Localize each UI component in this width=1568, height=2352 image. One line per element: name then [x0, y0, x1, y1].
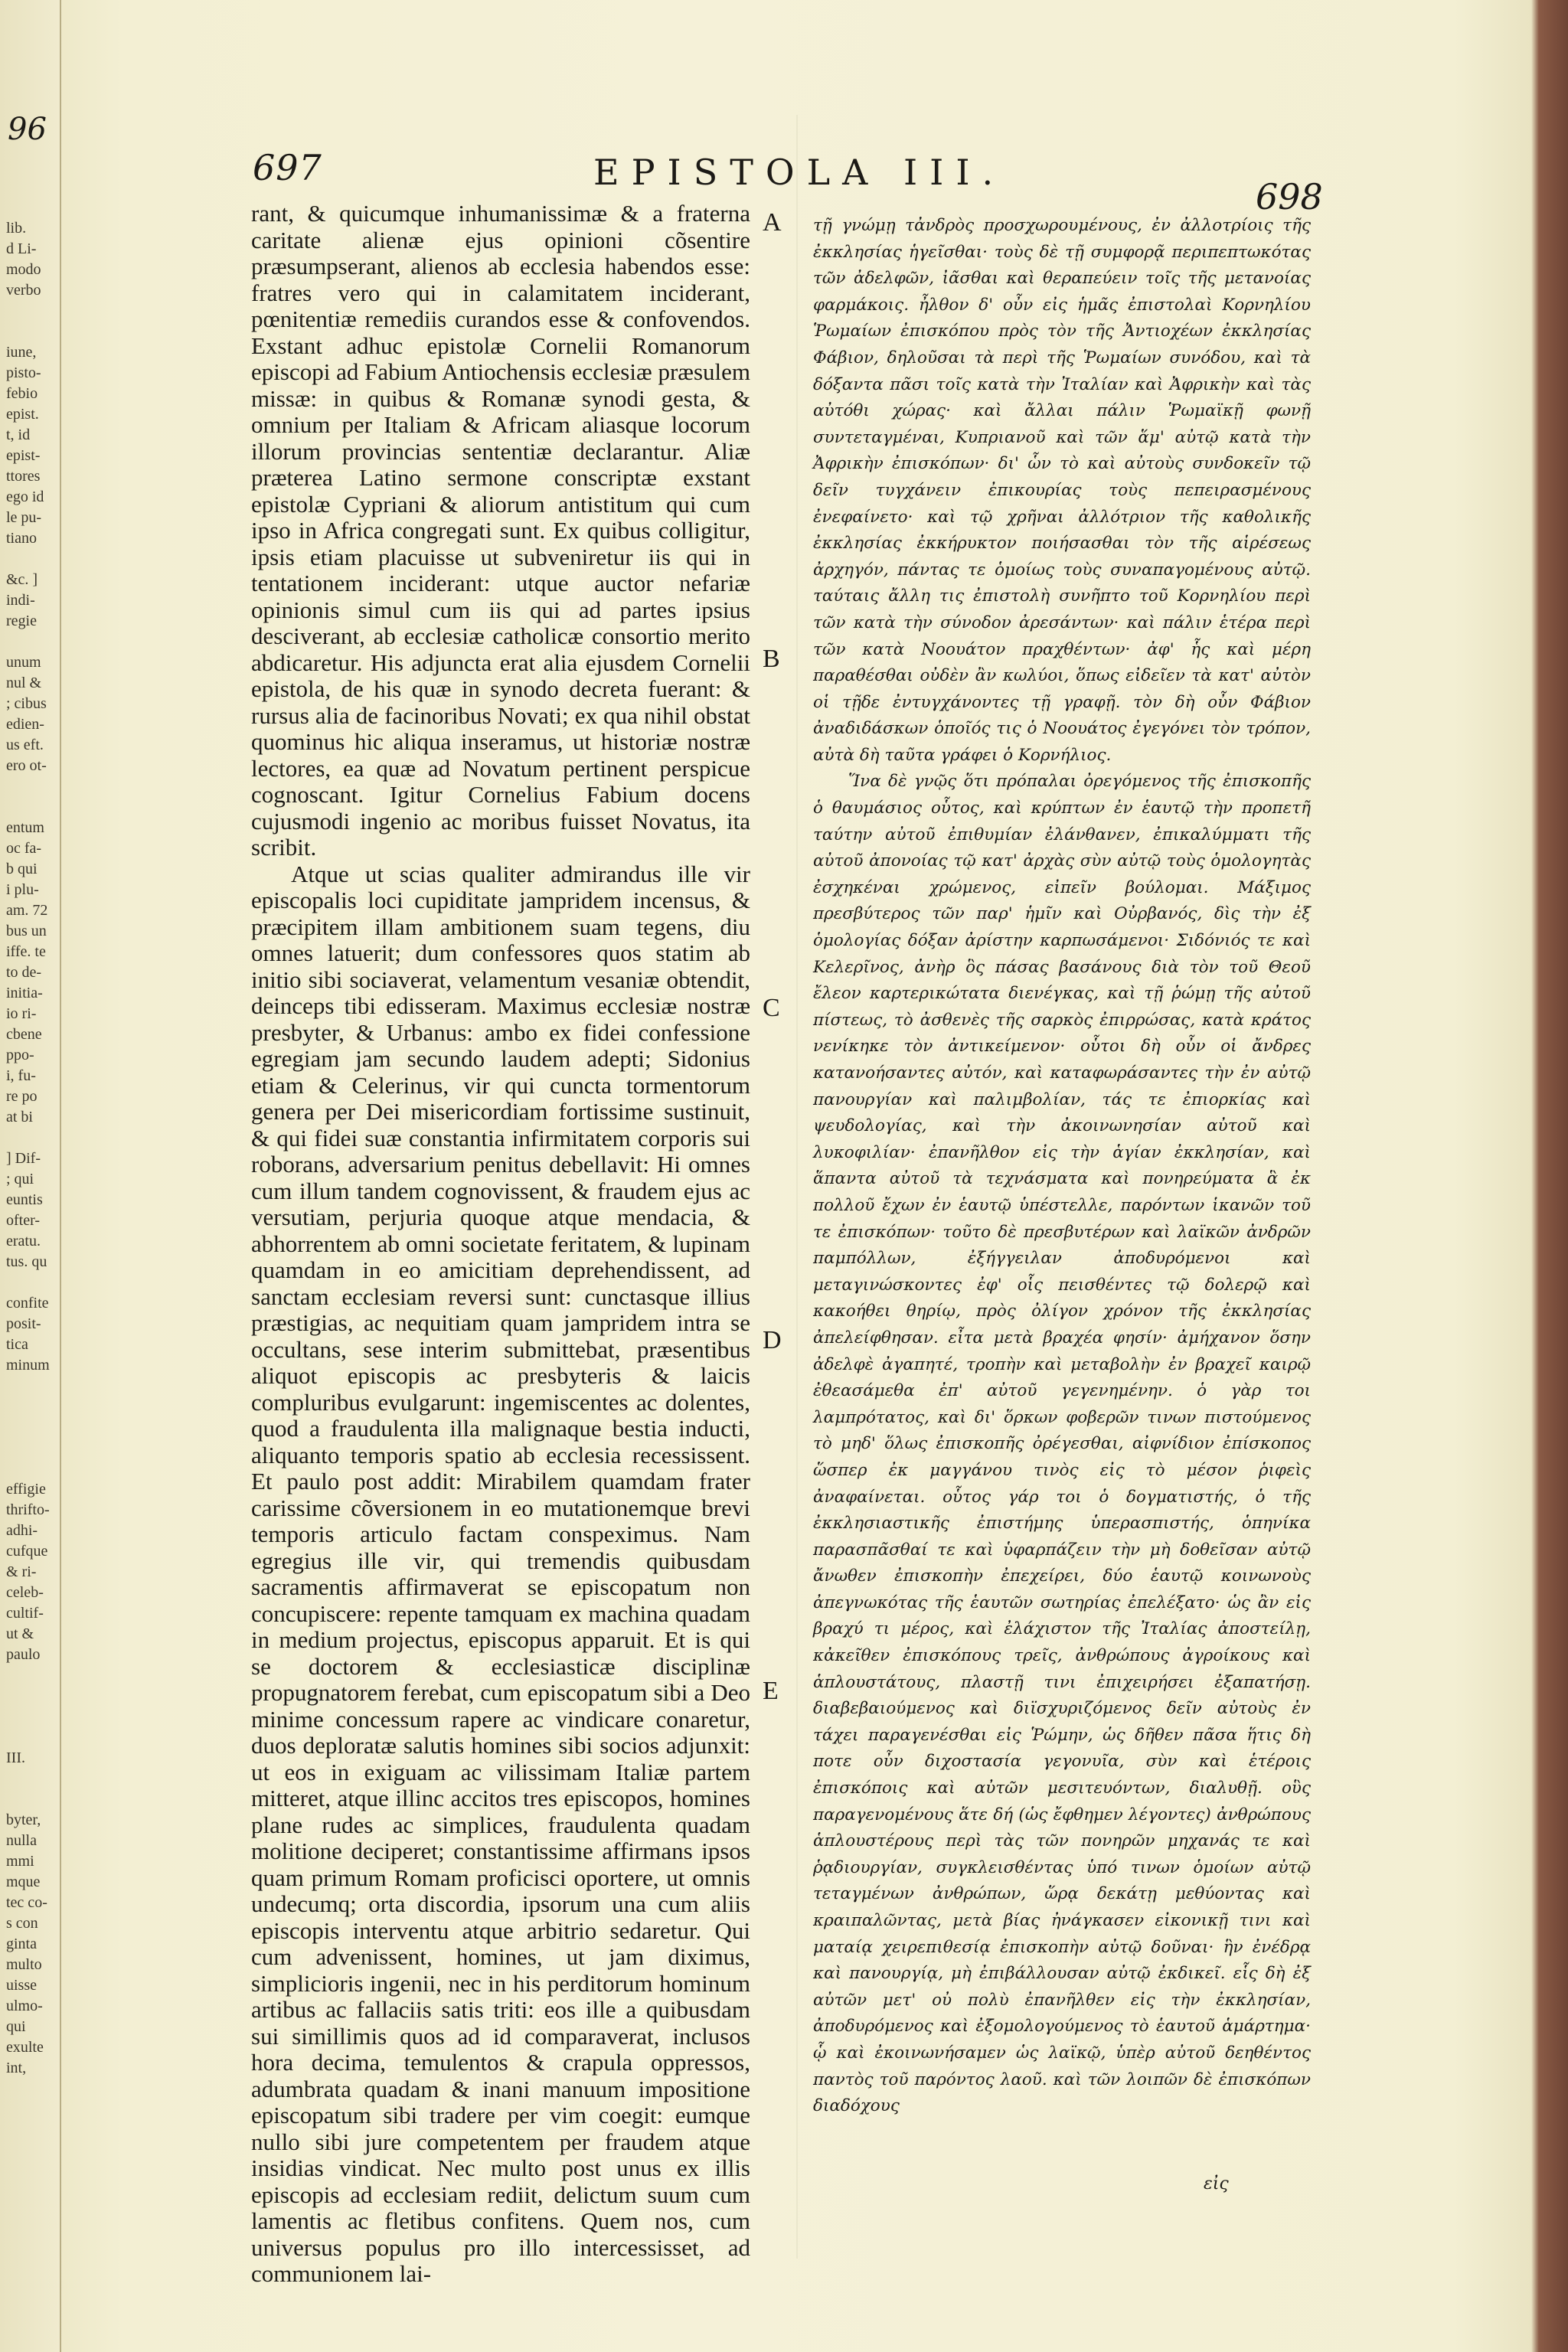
edge-fragment: qui: [6, 2018, 26, 2035]
edge-fragment: lib.: [6, 220, 27, 237]
edge-fragment: eratu.: [6, 1233, 41, 1250]
margin-letter-a: A: [763, 208, 782, 237]
edge-fragment: [6, 1396, 50, 1417]
edge-fragment: minum: [6, 1357, 50, 1374]
edge-fragment: [6, 1789, 50, 1810]
left-page-number: 96: [8, 112, 47, 147]
catchword: εἰς: [1204, 2174, 1229, 2194]
edge-fragment: [6, 1459, 50, 1479]
edge-fragment: unum: [6, 654, 41, 671]
edge-fragment: indi-: [6, 592, 35, 609]
page-number-right: 698: [1256, 176, 1323, 217]
edge-fragment: tus. qu: [6, 1253, 47, 1270]
edge-fragment: confite: [6, 1295, 49, 1312]
edge-fragment: oc fa-: [6, 840, 42, 857]
edge-fragment: entum: [6, 819, 44, 836]
edge-fragment: cufque: [6, 1543, 48, 1560]
edge-fragment: ut &: [6, 1625, 34, 1642]
edge-fragment: initia-: [6, 985, 43, 1001]
edge-fragment: t, id: [6, 426, 31, 443]
edge-fragment: nul &: [6, 675, 42, 691]
edge-fragment: [6, 177, 50, 198]
edge-fragment: ero ot-: [6, 757, 47, 774]
edge-fragment: s con: [6, 1915, 38, 1932]
edge-fragment: [6, 1686, 50, 1707]
edge-fragment: to de-: [6, 964, 42, 981]
edge-fragment: iune,: [6, 344, 37, 361]
page-number-left: 697: [253, 147, 322, 188]
left-page-edge: [0, 0, 61, 2352]
edge-fragment: tica: [6, 1336, 28, 1353]
edge-fragment: III.: [6, 1749, 25, 1766]
edge-fragment: ppo-: [6, 1047, 34, 1063]
edge-fragment: &c. ]: [6, 571, 38, 588]
edge-fragment: regie: [6, 612, 37, 629]
edge-fragment: adhi-: [6, 1522, 38, 1539]
edge-fragment: febio: [6, 385, 38, 402]
edge-fragment: & ri-: [6, 1563, 37, 1580]
edge-fragment: bus un: [6, 923, 47, 939]
edge-fragment: [6, 198, 50, 218]
edge-fragment: [6, 549, 50, 570]
edge-fragment: at bi: [6, 1109, 33, 1125]
edge-fragment: [6, 301, 50, 322]
edge-fragment: mmi: [6, 1853, 34, 1870]
edge-fragment: tiano: [6, 530, 37, 547]
edge-fragment: [6, 1272, 50, 1293]
margin-letter-c: C: [763, 994, 780, 1022]
edge-fragment: multo: [6, 1956, 42, 1973]
edge-fragment: [6, 115, 50, 136]
edge-fragment: [6, 797, 50, 818]
edge-fragment: i plu-: [6, 881, 39, 898]
edge-fragment: io ri-: [6, 1005, 37, 1022]
edge-fragment: b qui: [6, 861, 38, 877]
margin-letter-e: E: [763, 1677, 779, 1705]
edge-fragment: verbo: [6, 282, 41, 299]
edge-fragment: le pu-: [6, 509, 42, 526]
edge-fragment: int,: [6, 2060, 27, 2076]
edge-fragment: [6, 322, 50, 342]
edge-fragment: ttores: [6, 468, 41, 485]
left-page-edge-text: [6, 115, 50, 2079]
edge-fragment: epist.: [6, 406, 39, 423]
edge-fragment: [6, 1727, 50, 1748]
latin-column: [251, 201, 750, 2288]
edge-fragment: exulte: [6, 2039, 44, 2056]
edge-fragment: [6, 1707, 50, 1727]
edge-fragment: [6, 1417, 50, 1438]
edge-fragment: [6, 156, 50, 177]
edge-fragment: ] Dif-: [6, 1150, 41, 1167]
margin-letter-d: D: [763, 1326, 782, 1354]
edge-fragment: epist-: [6, 447, 41, 464]
edge-fragment: [6, 776, 50, 797]
edge-fragment: nulla: [6, 1832, 37, 1849]
edge-fragment: thrifto-: [6, 1501, 50, 1518]
edge-fragment: cbene: [6, 1026, 42, 1043]
edge-fragment: [6, 1665, 50, 1686]
edge-fragment: us eft.: [6, 737, 44, 753]
edge-fragment: [6, 136, 50, 156]
edge-fragment: am. 72: [6, 902, 48, 919]
edge-fragment: [6, 1128, 50, 1148]
edge-fragment: d Li-: [6, 240, 37, 257]
edge-fragment: i, fu-: [6, 1067, 36, 1084]
edge-fragment: ofter-: [6, 1212, 41, 1229]
edge-fragment: celeb-: [6, 1584, 44, 1601]
greek-paragraph-2: Ἵνα δὲ γνῷς ὅτι πρόπαλαι ὀρεγόμενος τῆς ἐπισκοπῆς ὁ θαυμάσιος οὗτος, καὶ κρύπτων ἐν ἑαυτῷ τὴν προπετῆ ταύτην αὐτοῦ ἐπιθυμίαν ἐλάνθανεν, ἐπικαλύμματι τῆς αὐτοῦ ἀπονοίας τῷ κατ' ἀρχὰς σὺν αὐτῷ τοὺς ὁμολογητὰς ἐσχηκέναι χρώμενος, εἰπεῖν βούλομαι. Μάξιμος πρεσβύτερος τῶν παρ' ἡμῖν καὶ Οὐρβανός, δὶς τὴν ἐξ ὁμολογίας δόξαν ἀρίστην καρπωσάμενοι· Σιδόνιός τε καὶ Κελερῖνος, ἀνὴρ ὃς πάσας βασάνους διὰ τὸν τοῦ Θεοῦ ἔλεον καρτερικώτατα διενέγκας, καὶ τῇ ῥώμῃ τῆς αὐτοῦ πίστεως, τὸ ἀσθενὲς τῆς σαρκὸς ἐπιρρώσας, κατὰ κράτος νενίκηκε τὸν ἀντικείμενον· οὗτοι δὴ οὖν οἱ ἄνδρες κατανοήσαντες αὐτόν, καὶ καταφωράσαντες τὴν ἐν αὐτῷ πανουργίαν καὶ παλιμβολίαν, τάς τε ἐπιορκίας καὶ ψευδολογίας, καὶ τὴν ἀκοινωνησίαν αὐτοῦ καὶ λυκοφιλίαν· ἐπανῆλθον εἰς τὴν ἁγίαν ἐκκλησίαν, καὶ ἅπαντα αὐτοῦ τὰ τεχνάσματα καὶ πονηρεύματα ἃ ἐκ πολλοῦ ἔχων ἐν ἑαυτῷ ὑπέστελλε, παρόντων ἱκανῶν τοῦ τε ἐπισκόπων· τοῦτο δὲ πρεσβυτέρων καὶ λαϊκῶν ἀνδρῶν παμπόλλων, ἐξήγγειλαν ἀποδυρόμενοι καὶ μεταγινώσκοντες ἐφ' οἷς πεισθέντες τῷ δολερῷ καὶ κακοήθει θηρίῳ, πρὸς ὀλίγον χρόνον τῆς ἐκκλησίας ἀπελείφθησαν. εἶτα μετὰ βραχέα φησίν· ἀμήχανον ὅσην ἀδελφὲ ἀγαπητέ, τροπὴν καὶ μεταβολὴν ἐν βραχεῖ καιρῷ ἐθεασάμεθα ἐπ' αὐτοῦ γεγενημένην. ὁ γὰρ τοι λαμπρότατος, καὶ δι' ὅρκων φοβερῶν τινων πιστούμενος τὸ μηδ' ὅλως ἐπισκοπῆς ὀρέγεσθαι, αἰφνίδιον ἐπίσκοπος ὥσπερ ἐκ μαγγάνου τινὸς εἰς τὸ μέσον ῥιφεὶς ἀναφαίνεται. οὗτος γάρ τοι ὁ δογματιστής, ὁ τῆς ἐκκλησιαστικῆς ἐπιστήμης ὑπερασπιστής, ὁπηνίκα παρασπᾶσθαί τε καὶ ὑφαρπάζειν τὴν μὴ δοθεῖσαν αὐτῷ ἄνωθεν ἐπισκοπὴν ἐπεχείρει, δύο ἑαυτῷ κοινωνοὺς ἀπεγνωκότας τῆς ἑαυτῶν σωτηρίας ἐπελέξατο· ὡς ἂν εἰς βραχύ τι μέρος, καὶ ἐλάχιστον τῆς Ἰταλίας ἀποστείλῃ, κἀκεῖθεν ἐπισκόπους τρεῖς, ἀνθρώπους ἀγροίκους καὶ ἁπλουστάτους, πλαστῇ τινι ἐπιχειρήσει ἐξαπατήσῃ. διαβεβαιούμενος καὶ διϊσχυριζόμενος δεῖν αὐτοὺς ἐν τάχει παραγενέσθαι εἰς Ῥώμην, ὡς δῆθεν πᾶσα ἥτις δὴ ποτε οὖν διχοστασία γεγονυῖα, σὺν καὶ ἑτέροις ἐπισκόποις καὶ αὐτῶν μεσιτευόντων, διαλυθῇ. οὓς παραγενομένους ἅτε δή (ὡς ἔφθημεν λέγοντες) ἀνθρώπους ἁπλουστέρους περὶ τὰς τῶν πονηρῶν μηχανάς τε καὶ ῥᾳδιουργίαν, συγκλεισθέντας ὑπό τινων ὁμοίων αὐτῷ τεταγμένων ἀνθρώπων, ὥρᾳ δεκάτῃ μεθύοντας καὶ κραιπαλῶντας, μετὰ βίας ἠνάγκασεν εἰκονικῇ τινι καὶ ματαίᾳ χειρεπιθεσίᾳ ἐπισκοπὴν αὐτῷ δοῦναι· ἣν ἐνέδρᾳ καὶ πανουργίᾳ, μὴ ἐπιβάλλουσαν αὐτῷ ἐκδικεῖ. εἷς δὴ ἐξ αὐτῶν μετ' οὐ πολὺ ἐπανῆλθεν εἰς τὴν ἐκκλησίαν, ἀποδυρόμενος καὶ ἐξομολογούμενος τὸ ἑαυτοῦ ἁμάρτημα· ᾧ καὶ ἐκοινωνήσαμεν ὡς λαϊκῷ, ὑπὲρ αὐτοῦ δεηθέντος παντὸς τοῦ παρόντος λαοῦ. καὶ τῶν λοιπῶν δὲ ἐπισκόπων διαδόχους: [813, 772, 1311, 2116]
edge-fragment: [6, 632, 50, 652]
greek-paragraph-1: τῇ γνώμῃ τἀνδρὸς προσχωρουμένους, ἐν ἀλλοτρίοις τῆς ἐκκλησίας ἡγεῖσθαι· τοὺς δὲ τῇ συμφορᾷ περιπεπτωκότας τῶν ἀδελφῶν, ἰᾶσθαι καὶ θεραπεύειν τοῖς τῆς μετανοίας φαρμάκοις. ἦλθον δ' οὖν εἰς ἡμᾶς ἐπιστολαὶ Κορνηλίου Ῥωμαίων ἐπισκόπου πρὸς τὸν τῆς Ἀντιοχέων ἐκκλησίας Φάβιον, δηλοῦσαι τὰ περὶ τῆς Ῥωμαίων συνόδου, καὶ τὰ δόξαντα πᾶσι τοῖς κατὰ τὴν Ἰταλίαν καὶ Ἀφρικὴν καὶ τὰς αὐτόθι χώρας· καὶ ἄλλαι πάλιν Ῥωμαϊκῇ φωνῇ συντεταγμέναι, Κυπριανοῦ καὶ τῶν ἅμ' αὐτῷ κατὰ τὴν Ἀφρικὴν ἐπισκόπων· δι' ὧν τὸ καὶ αὐτοὺς συνδοκεῖν τῷ δεῖν τυγχάνειν ἐπικουρίας τοὺς πεπειρασμένους ἐνεφαίνετο· καὶ τῷ χρῆναι ἀλλότριον τῆς καθολικῆς ἐκκλησίας ἐκκήρυκτον ποιήσασθαι τὸν τῆς αἱρέσεως ἀρχηγόν, πάντας τε ὁμοίως τοὺς συναπαγομένους αὐτῷ. ταύταις ἄλλη τις ἐπιστολὴ συνῆπτο τοῦ Κορνηλίου περὶ τῶν κατὰ τὴν σύνοδον ἀρεσάντων· καὶ πάλιν ἑτέρα περὶ τῶν κατὰ Νοουάτον πραχθέντων· ἀφ' ἧς καὶ μέρη παραθέσθαι οὐδὲν ἂν κωλύοι, ὅπως εἰδεῖεν τὰ κατ' αὐτὸν οἱ τῇδε ἐντυγχάνοντες τῇ γραφῇ. τὸν δὴ οὖν Φάβιον ἀναδιδάσκων ὁποῖός τις ὁ Νοουάτος ἐγεγόνει τὸν τρόπον, αὐτὰ δὴ ταῦτα γράφει ὁ Κορνήλιος.: [813, 216, 1311, 765]
edge-fragment: pisto-: [6, 364, 41, 381]
edge-fragment: euntis: [6, 1191, 43, 1208]
edge-fragment: cultif-: [6, 1605, 44, 1622]
edge-fragment: [6, 1438, 50, 1459]
edge-fragment: re po: [6, 1088, 38, 1105]
greek-column: [813, 213, 1311, 2120]
latin-paragraph-2: Atque ut scias qualiter admirandus ille vir episcopalis loci cupiditate jampridem incensus, & præcipitem illam ambitionem suam tegens, diu omnes latuerit; dum confessores quos statim ab initio sibi sociaverat, velamentum vesaniæ obtendit, deinceps tibi edisseram. Maximus ecclesiæ nostræ presbyter, & Urbanus: ambo ex fidei confessione egregiam jam secundo laudem adepti; Sidonius etiam & Celerinus, vir qui cuncta tormentorum genera per Dei misericordiam fortissime sustinuit, & qui fidei suæ constantia infirmitatem corporis sui roborans, adversarium penitus debellavit: Hi omnes cum illum tandem cognovissent, & fraudem ejus ac versutiam, perjuria quoque atque mendacia, & abhorrentem ab omni societate feritatem, & lupinam quamdam in eo amicitiam deprehendissent, ad sanctam ecclesiam reversi sunt: cunctasque illius præstigias, ac nequitiam quam jampridem intra se occultans, sese interim submittebat, præsentibus aliquot episcopis ac presbyteris & laicis compluribus evulgarunt: ingemiscentes ac dolentes, quod a fraudulenta illa malignaque bestia inducti, aliquanto temporis spatio ab ecclesia recessissent. Et paulo post addit: Mirabilem quamdam frater carissime cõversionem in eo mutationemque brevi temporis articulo factam conspeximus. Nam egregius ille vir, qui tremendis quibusdam sacramentis affirmaverat se episcopatum non concupiscere: repente tamquam ex machina quadam in medium projectus, episcopus apparuit. Et is qui se doctorem & ecclesiasticæ disciplinæ propugnatorem ferebat, cum episcopatum sibi a Deo minime concessum rapere ac vindicare conaretur, duos deploratæ salutis homines sibi socios adjunxit: ut eos in exiguam ac vilissimam Italiæ partem mitteret, atque illinc accitos tres episcopos, homines plane rudes ac simplices, fraudulenta quadam molitione deciperet; constantissime affirmans ipsos quam primum Romam proficisci oportere, ut omnis undecumq; orta discordia, ipsorum una cum aliis episcopis interventu atque arbitrio sedaretur. Qui cum advenissent, homines, ut jam diximus, simplicioris ingenii, nec in his perditorum hominum artibus ac fallaciis satis triti: eos ille a quibusdam sui simillimis quos ad id comparaverat, inclusos hora decima, temulentos & crapula oppressos, adumbrata quadam & inani manuum impositione episcopatum sibi tradere per vim coegit: eumque nullo sibi jure competentem per fraudem atque insidias vindicat. Nec multo post unus ex illis episcopis ad ecclesiam rediit, delictum suum cum lamentis ac fletibus confitens. Quem nos, cum universus populus pro illo intercessisset, ad communionem lai-: [251, 860, 750, 2287]
edge-fragment: uisse: [6, 1977, 37, 1994]
edge-fragment: ; cibus: [6, 695, 47, 712]
edge-fragment: modo: [6, 261, 41, 278]
latin-paragraph-1: rant, & quicumque inhumanissimæ & a fraterna caritate alienæ ejus opinioni cõsentire præsumpserant, alienos ab ecclesia habendos esse: fratres vero qui in calamitatem inciderant, pœnitentiæ remediis curandos esse & confovendos. Exstant adhuc epistolæ Cornelii Romanorum episcopi ad Fabium Antiochensis ecclesiæ præsulem missæ: in quibus & Romanæ synodi gesta, & omnium per Italiam & Africam aliasque locorum illorum provincias sententiæ declarantur. Aliæ præterea Latino sermone conscriptæ exstant epistolæ Cypriani & aliorum antistitum qui cum ipso in Africa congregati sunt. Ex quibus colligitur, ipsis etiam placuisse ut subveniretur iis qui in tentationem inciderant: utque auctor nefariæ opinionis simul cum iis qui ad partes ipsius desciverant, ab ecclesiæ catholicæ consortio merito abdicaretur. His adjuncta erat alia ejusdem Cornelii epistola, de his quæ in synodo decreta fuerant: & rursus alia de facinoribus Novati; ex qua nihil obstat quominus hic aliqua inseramus, ut historiæ nostræ lectores, ea quæ ad Novatum pertinent perspicue cognoscant. Igitur Cornelius Fabium docens cujusmodi ingenio ac moribus fuisset Novatus, ita scribit.: [251, 200, 750, 861]
edge-fragment: [6, 1376, 50, 1396]
edge-fragment: paulo: [6, 1646, 41, 1663]
edge-fragment: posit-: [6, 1315, 41, 1332]
edge-fragment: iffe. te: [6, 943, 46, 960]
edge-fragment: effigie: [6, 1481, 46, 1498]
edge-fragment: edien-: [6, 716, 44, 733]
edge-fragment: [6, 1769, 50, 1789]
edge-fragment: ; qui: [6, 1171, 34, 1187]
edge-fragment: tec co-: [6, 1894, 47, 1911]
column-gutter: [796, 115, 798, 2259]
edge-fragment: ego id: [6, 488, 44, 505]
edge-fragment: ginta: [6, 1936, 37, 1952]
edge-fragment: mque: [6, 1873, 41, 1890]
edge-fragment: ulmo-: [6, 1998, 43, 2014]
margin-letter-b: B: [763, 645, 780, 673]
edge-fragment: byter,: [6, 1811, 41, 1828]
running-title: EPISTOLA III.: [593, 152, 1006, 193]
